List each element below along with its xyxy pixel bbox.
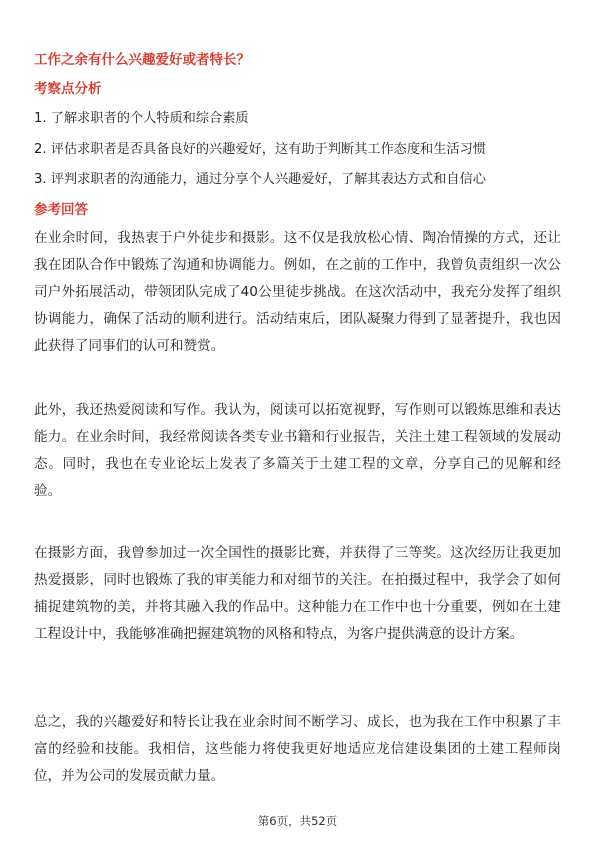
analysis-item: 2. 评估求职者是否具备良好的兴趣爱好，这有助于判断其工作态度和生活习惯: [34, 141, 486, 157]
analysis-list: [34, 104, 564, 196]
analysis-heading: 考察点分析: [34, 81, 102, 97]
answer-paragraph: 总之，我的兴趣爱好和特长让我在业余时间不断学习、成长，也为我在工作中积累了丰富的经验和技能。我相信，这些能力将使我更好地适应龙信建设集团的土建工程师岗位，并为公司的发展贡献力量。: [34, 714, 561, 785]
question-title: 工作之余有什么兴趣爱好或者特长？: [34, 52, 250, 68]
answer-paragraph: 在摄影方面，我曾参加过一次全国性的摄影比赛，并获得了三等奖。这次经历让我更加热爱摄影，同时也锻炼了我的审美能力和对细节的关注。在拍摄过程中，我学会了如何捕捉建筑物的美，并将其融入我的作品中。这种能力在工作中也十分重要，例如在土建工程设计中，我能够准确把握建筑物的风格和特点，为客户提供满意的设计方案。: [34, 545, 561, 643]
answer-paragraph: 此外，我还热爱阅读和写作。我认为，阅读可以拓宽视野，写作则可以锻炼思维和表达能力。在业余时间，我经常阅读各类专业书籍和行业报告，关注土建工程领域的发展动态。同时，我也在专业论坛上发表了多篇关于土建工程的文章，分享自己的见解和经验。: [34, 402, 561, 500]
analysis-item: 3. 评判求职者的沟通能力，通过分享个人兴趣爱好，了解其表达方式和自信心: [34, 172, 486, 187]
answer-paragraph: 在业余时间，我热衷于户外徒步和摄影。这不仅是我放松心情、陶冶情操的方式，还让我在团队合作中锻炼了沟通和协调能力。例如，在之前的工作中，我曾负责组织一次公司户外拓展活动，带领团队完成了40公里徒步挑战。在这次活动中，我充分发挥了组织协调能力，确保了活动的顺利进行。活动结束后，团队凝聚力得到了显著提升，我也因此获得了同事们的认可和赞赏。: [34, 230, 561, 355]
analysis-item: 1. 了解求职者的个人特质和综合素质: [34, 111, 249, 126]
page-number: 第6页，共52页: [257, 814, 338, 828]
answer-heading: 参考回答: [34, 202, 88, 218]
